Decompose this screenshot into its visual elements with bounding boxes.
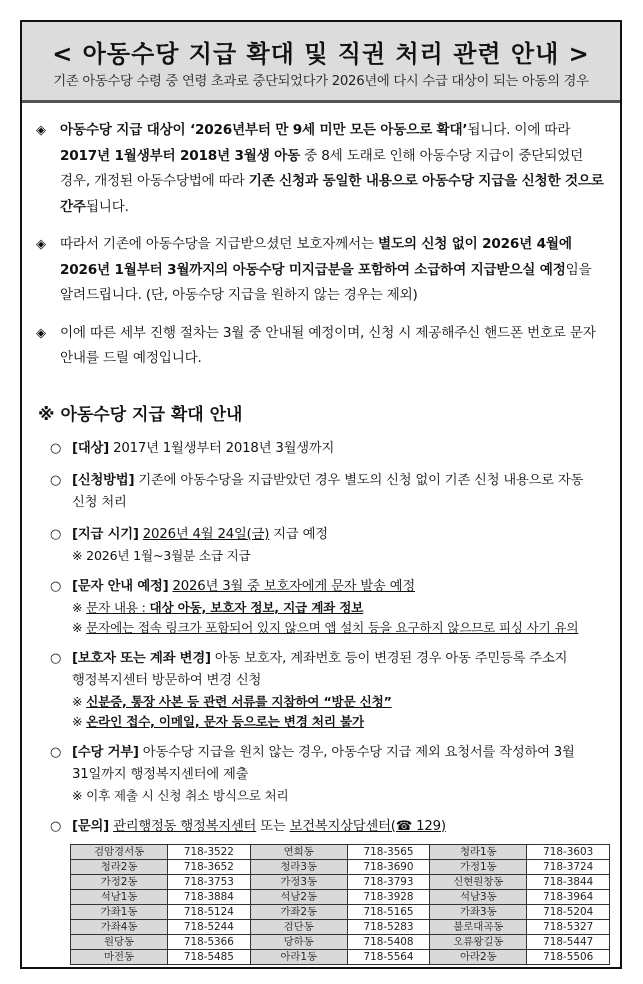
note-text: 2026년 1월~3월분 소급 지급	[86, 547, 251, 563]
office-phone: 718-3603	[527, 844, 610, 859]
note-text: 신분증, 통장 사본 등 관련 서류를 지참하여 “방문 신청”	[86, 693, 392, 709]
office-name: 가좌1동	[71, 904, 168, 919]
office-phone: 718-5447	[527, 934, 610, 949]
office-name: 검단동	[250, 919, 347, 934]
body-text: 됩니다.	[85, 198, 129, 215]
item-text: 2026년 3월 중 보호자에게 문자 발송 예정	[172, 578, 416, 594]
intro-paragraph	[22, 232, 620, 309]
reference-mark-icon: ※	[72, 599, 87, 615]
contact-row	[71, 904, 610, 919]
diamond-bullet-icon: ◈	[36, 123, 46, 138]
contact-row	[71, 949, 610, 964]
section-title: ※ 아동수당 지급 확대 안내	[38, 404, 243, 425]
office-name: 마전동	[71, 949, 168, 964]
notice-title: < 아동수당 지급 확대 및 직권 처리 관련 안내 >	[52, 40, 590, 68]
office-name: 청라3동	[250, 859, 347, 874]
office-name: 검암경서동	[71, 844, 168, 859]
note-bold-text: 대상 아동, 보호자 정보, 지급 계좌 정보	[149, 599, 364, 615]
info-item	[22, 576, 620, 638]
notice-frame	[20, 20, 622, 969]
item-label: [신청방법]	[72, 472, 135, 488]
info-items	[22, 438, 620, 806]
office-phone: 718-3565	[347, 844, 430, 859]
office-phone: 718-3928	[347, 889, 430, 904]
info-item	[22, 470, 620, 514]
office-phone: 718-3884	[168, 889, 251, 904]
office-name: 불로대곡동	[430, 919, 527, 934]
office-phone: 718-3793	[347, 874, 430, 889]
body-text: 중 8세 도래로 인해 아동수당 지급이 중단되었던 경우, 개정된 아동수당법에 따라	[60, 147, 584, 189]
office-phone: 718-5408	[347, 934, 430, 949]
office-name: 가좌2동	[250, 904, 347, 919]
office-name: 원당동	[71, 934, 168, 949]
contact-table	[70, 844, 610, 965]
item-label: [지급 시기]	[72, 526, 139, 542]
office-phone: 718-5244	[168, 919, 251, 934]
notice-content	[22, 118, 620, 965]
item-text: 2017년 1월생부터 2018년 3월생까지	[109, 440, 335, 456]
body-text: 이에 따른 세부 진행 절차는 3월 중 안내될 예정이며, 신청 시 제공해주신 핸드폰 번호로 문자 안내를 드릴 예정입니다.	[60, 324, 596, 366]
office-phone: 718-5165	[347, 904, 430, 919]
office-phone: 718-3724	[527, 859, 610, 874]
office-phone: 718-5124	[168, 904, 251, 919]
item-label: [보호자 또는 계좌 변경]	[72, 650, 211, 666]
info-item	[22, 438, 620, 460]
office-name: 청라2동	[71, 859, 168, 874]
office-name: 가좌3동	[430, 904, 527, 919]
office-phone: 718-3844	[527, 874, 610, 889]
office-name: 가정2동	[71, 874, 168, 889]
item-text: 아동수당 지급을 원치 않는 경우, 아동수당 지급 제외 요청서를 작성하여 3월 31일까지 행정복지센터에 제출	[72, 744, 575, 782]
office-name: 석남2동	[250, 889, 347, 904]
contact-row	[71, 889, 610, 904]
contact-row	[71, 934, 610, 949]
diamond-bullet-icon: ◈	[36, 325, 46, 341]
office-phone: 718-5283	[347, 919, 430, 934]
circle-bullet-icon: ○	[50, 440, 62, 456]
inquiry-label: [문의]	[72, 818, 110, 834]
contact-row	[71, 844, 610, 859]
item-note	[72, 618, 606, 638]
inquiry-or: 또는	[260, 818, 290, 834]
notice-header	[22, 22, 620, 103]
office-name: 가정3동	[250, 874, 347, 889]
intro-paragraph	[22, 118, 620, 220]
emphasis-text: 별도의 신청 없이 2026년 4월에 2026년 1월부터 3월까지의 아동수당 미지급분을 포함하여 소급하여 지급받으실 예정	[60, 236, 572, 278]
contact-row	[71, 859, 610, 874]
item-text: 기존에 아동수당을 지급받았던 경우 별도의 신청 없이 기존 신청 내용으로 자동 신청 처리	[72, 472, 584, 510]
note-text: 문자에는 접속 링크가 포함되어 있지 않으며 앱 설치 등을 요구하지 않으므로 피싱 사기 유의	[86, 619, 579, 635]
circle-bullet-icon: ○	[50, 744, 62, 760]
item-label: [문자 안내 예정]	[72, 578, 169, 594]
office-name: 청라1동	[430, 844, 527, 859]
office-phone: 718-5564	[347, 949, 430, 964]
inquiry-item	[22, 816, 620, 838]
intro-paragraphs	[22, 118, 620, 372]
item-note	[72, 712, 606, 732]
notice-subtitle: 기존 아동수당 수령 중 연령 초과로 중단되었다가 2026년에 다시 수급 대상이 되는 아동의 경우	[53, 74, 589, 89]
office-name: 가좌4동	[71, 919, 168, 934]
body-text: 임을 알려드립니다. (단, 아동수당 지급을 원하지 않는 경우는 제외)	[60, 261, 592, 303]
office-phone: 718-3522	[168, 844, 251, 859]
inquiry-hotline: 보건복지상담센터(☎ 129)	[289, 818, 446, 834]
item-label: [수당 거부]	[72, 744, 139, 760]
office-phone: 718-3964	[527, 889, 610, 904]
reference-mark-icon: ※	[72, 693, 87, 709]
note-text: 이후 제출 시 신청 취소 방식으로 처리	[86, 787, 289, 803]
reference-mark-icon: ※	[72, 547, 87, 563]
item-note	[72, 598, 606, 618]
reference-mark-icon: ※	[72, 619, 87, 635]
inquiry-center: 관리행정동 행정복지센터	[113, 818, 257, 834]
reference-mark-icon: ※	[72, 787, 87, 803]
item-note	[72, 786, 606, 806]
office-name: 오류왕길동	[430, 934, 527, 949]
office-phone: 718-5204	[527, 904, 610, 919]
circle-bullet-icon: ○	[50, 526, 62, 542]
contact-row	[71, 919, 610, 934]
circle-bullet-icon: ○	[50, 650, 62, 666]
reference-mark-icon: ※	[72, 713, 87, 729]
office-name: 신현원창동	[430, 874, 527, 889]
intro-paragraph	[22, 321, 620, 372]
office-name: 아라1동	[250, 949, 347, 964]
note-text: 문자 내용 :	[86, 599, 150, 615]
item-text: 아동 보호자, 계좌번호 등이 변경된 경우 아동 주민등록 주소지 행정복지센터 방문하여 변경 신청	[72, 650, 568, 688]
note-text: 온라인 접수, 이메일, 문자 등으로는 변경 처리 불가	[86, 713, 364, 729]
office-phone: 718-3753	[168, 874, 251, 889]
item-suffix: 지급 예정	[269, 526, 328, 542]
body-text: 됩니다. 이에 따라	[467, 122, 571, 138]
office-phone: 718-3652	[168, 859, 251, 874]
office-name: 연희동	[250, 844, 347, 859]
item-label: [대상]	[72, 440, 110, 456]
info-item	[22, 524, 620, 566]
body-text: 따라서 기존에 아동수당을 지급받으셨던 보호자께서는	[60, 236, 379, 252]
office-phone: 718-5327	[527, 919, 610, 934]
contact-row	[71, 874, 610, 889]
diamond-bullet-icon: ◈	[36, 237, 46, 252]
office-phone: 718-5366	[168, 934, 251, 949]
office-phone: 718-3690	[347, 859, 430, 874]
circle-bullet-icon: ○	[50, 818, 62, 834]
item-note	[72, 546, 606, 566]
info-item	[22, 742, 620, 806]
circle-bullet-icon: ○	[50, 472, 62, 488]
item-note	[72, 692, 606, 712]
office-name: 석남3동	[430, 889, 527, 904]
office-name: 아라2동	[430, 949, 527, 964]
office-phone: 718-5506	[527, 949, 610, 964]
office-name: 당하동	[250, 934, 347, 949]
circle-bullet-icon: ○	[50, 578, 62, 594]
office-name: 석남1동	[71, 889, 168, 904]
emphasis-text: 기존 신청과 동일한 내용으로 아동수당 지급을 신청한 것으로 간주	[60, 173, 604, 215]
info-item	[22, 648, 620, 732]
office-name: 가정1동	[430, 859, 527, 874]
office-phone: 718-5485	[168, 949, 251, 964]
item-text: 2026년 4월 24일(금)	[142, 526, 270, 542]
emphasis-text: 아동수당 지급 대상이 ‘2026년부터 만 9세 미만 모든 아동으로 확대’	[60, 122, 468, 138]
emphasis-text: 2017년 1월생부터 2018년 3월생 아동	[60, 147, 301, 164]
